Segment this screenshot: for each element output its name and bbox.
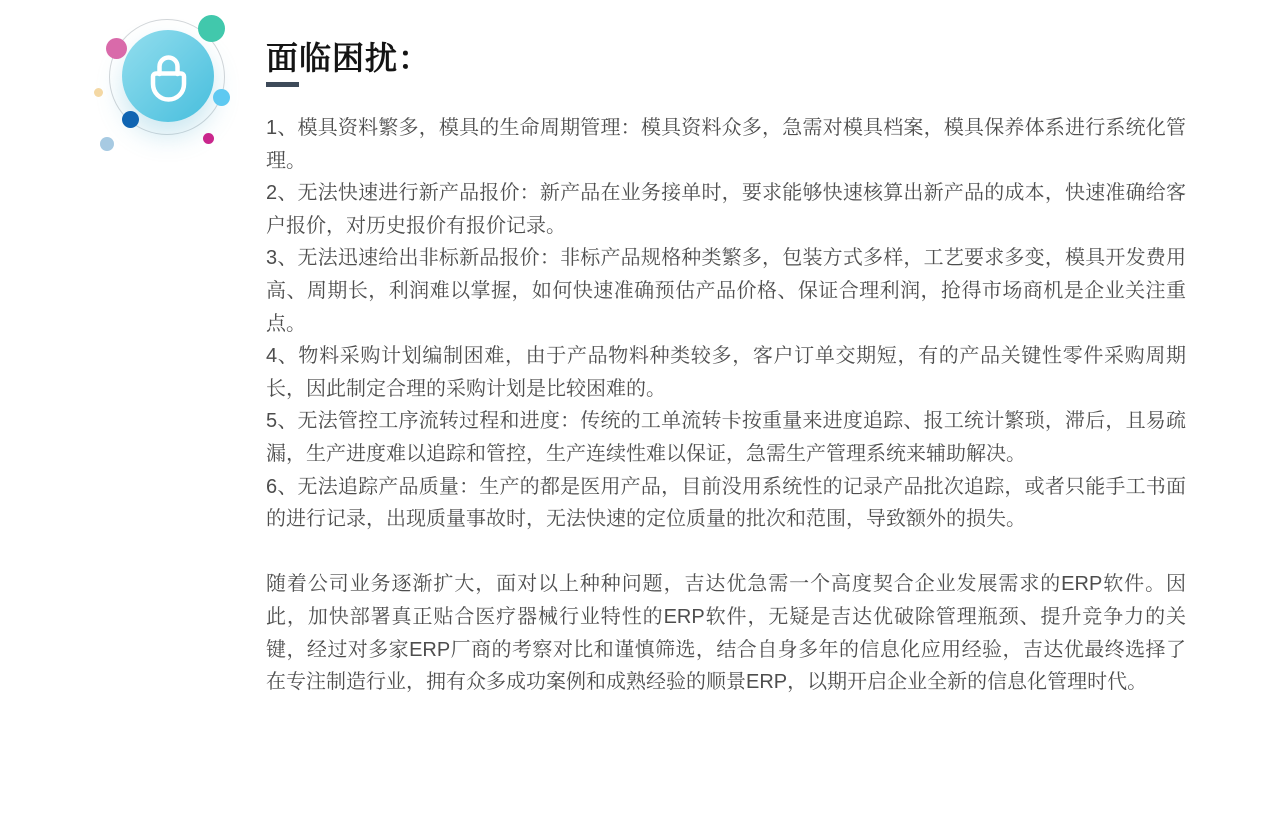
lock-badge <box>122 30 214 122</box>
dot-pink <box>106 38 127 59</box>
conclusion-paragraph: 随着公司业务逐渐扩大，面对以上种种问题，吉达优急需一个高度契合企业发展需求的ERP软件。因此，加快部署真正贴合医疗器械行业特性的ERP软件，无疑是吉达优破除管理瓶颈、提升竞争力的关键，经过对多家ERP厂商的考察对比和谨慎筛选，结合自身多年的信息化应用经验，吉达优最终选择了在专注制造行业，拥有众多成功案例和成熟经验的顺景ERP，以期开启企业全新的信息化管理时代。 <box>266 573 1186 694</box>
lock-badge-graphic <box>85 5 255 170</box>
problem-item-5: 5、无法管控工序流转过程和进度：传统的工单流转卡按重量来进度追踪、报工统计繁琐，滞后，且易疏漏，生产进度难以追踪和管控，生产连续性难以保证，急需生产管理系统来辅助解决。 <box>266 410 1186 465</box>
problem-item-2: 2、无法快速进行新产品报价：新产品在业务接单时，要求能够快速核算出新产品的成本，快速准确给客户报价，对历史报价有报价记录。 <box>266 182 1186 237</box>
problem-item-3: 3、无法迅速给出非标新品报价：非标产品规格种类繁多，包装方式多样，工艺要求多变，模具开发费用高、周期长，利润难以掌握，如何快速准确预估产品价格、保证合理利润，抢得市场商机是企业关注重点。 <box>266 247 1186 335</box>
dot-light-blue <box>213 89 230 106</box>
dot-dark-blue <box>122 111 139 128</box>
problem-item-1: 1、模具资料繁多，模具的生命周期管理：模具资料众多，急需对模具档案，模具保养体系进行系统化管理。 <box>266 117 1186 172</box>
page-title: 面临困扰： <box>266 40 432 77</box>
dot-magenta <box>203 133 214 144</box>
dot-pale-blue <box>100 137 114 151</box>
problem-item-4: 4、物料采购计划编制困难，由于产品物料种类较多，客户订单交期短，有的产品关键性零件采购周期长，因此制定合理的采购计划是比较困难的。 <box>266 345 1186 400</box>
lock-icon <box>144 50 192 102</box>
dot-teal <box>198 15 225 42</box>
content-block <box>266 112 1186 699</box>
problem-item-6: 6、无法追踪产品质量：生产的都是医用产品，目前没用系统性的记录产品批次追踪，或者只能手工书面的进行记录，出现质量事故时，无法快速的定位质量的批次和范围，导致额外的损失。 <box>266 475 1186 531</box>
title-accent-bar <box>266 82 299 87</box>
dot-cream <box>94 88 103 97</box>
